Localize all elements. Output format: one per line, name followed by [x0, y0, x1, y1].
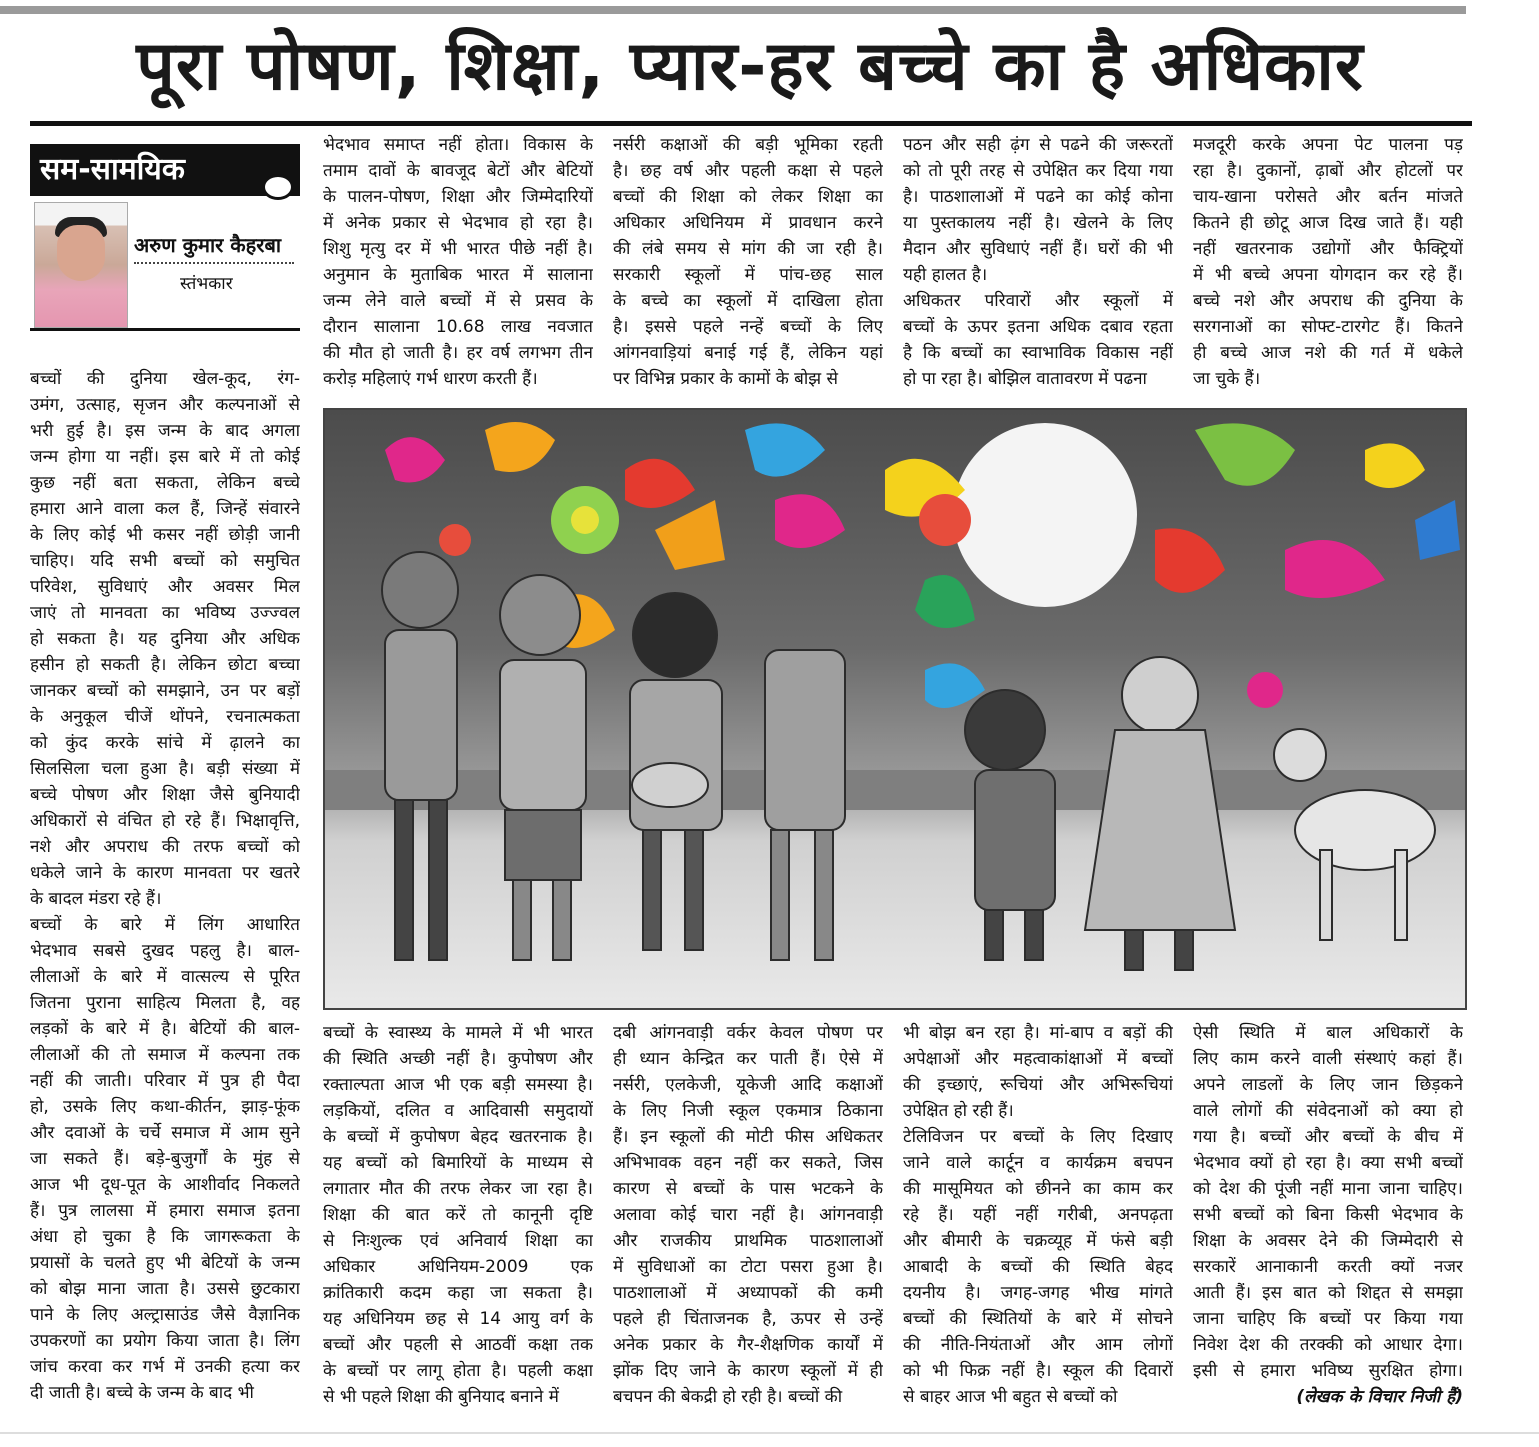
article-line: की मौत हो जाती है। हर वर्ष लगभग तीन: [323, 343, 593, 363]
article-line: की लंबे समय से मांग की जा रही है।: [613, 239, 883, 259]
article-line: बच्चों के ऊपर इतना अधिक दबाव रहता: [903, 317, 1173, 337]
article-line: सभी बच्चों को बिना किसी भेदभाव के: [1193, 1205, 1463, 1225]
article-line: भेदभाव समाप्त नहीं होता। विकास के: [323, 135, 593, 155]
article-line: के पालन-पोषण, शिक्षा और जिम्मेदारियों: [323, 187, 593, 207]
article-line: नर्सरी कक्षाओं की बड़ी भूमिका रहती: [613, 135, 883, 155]
article-line: प्रयासों के चलते हुए भी बेटियों के जन्म: [30, 1253, 300, 1273]
article-line: अधिकार अधिनियम में प्रावधान करने: [613, 213, 883, 233]
article-line: (लेखक के विचार निजी हैं): [1296, 1387, 1463, 1407]
article-line: में सुविधाओं का टोटा पसरा हुआ है।: [613, 1257, 883, 1277]
article-line: ऐसी स्थिति में बाल अधिकारों के: [1193, 1023, 1463, 1043]
article-line: जानकर बच्चों को समझाने, उन पर बड़ों: [30, 681, 300, 701]
article-line: नशे और अपराध की तरफ बच्चों को: [30, 837, 300, 857]
article-line: सिलसिला चला हुआ है। बड़ी संख्या में: [30, 759, 300, 779]
illustration-art: [325, 410, 1465, 1008]
article-line: ही ध्यान केन्द्रित कर पाती हैं। ऐसे में: [613, 1049, 883, 1069]
author-photo-face: [57, 225, 105, 281]
article-line: है। पाठशालाओं में पढने का कोई कोना: [903, 187, 1173, 207]
article-line: हैं। इन स्कूलों की मोटी फीस अधिकतर: [613, 1127, 883, 1147]
article-line: में भी बच्चे अपना योगदान कर रहे हैं।: [1193, 265, 1463, 285]
article-line: जा सकते हैं। बड़े-बुजुर्गों के मुंह से: [30, 1149, 300, 1169]
article-line: लीलाओं की तो समाज में कल्पना तक: [30, 1045, 300, 1065]
article-line: के बादल मंडरा रहे हैं।: [30, 889, 162, 909]
article-line: उमंग, उत्साह, सृजन और कल्पनाओं से: [30, 395, 300, 415]
article-line: और बीमारी के चक्रव्यूह में फंसे बड़ी: [903, 1231, 1173, 1251]
article-line: बच्चों की दुनिया खेल-कूद, रंग-: [30, 369, 300, 389]
column-label: सम-सामयिक: [40, 152, 185, 187]
speech-bubble-icon: [262, 174, 294, 200]
article-line: भेदभाव सबसे दुखद पहलु है। बाल-: [30, 941, 300, 961]
article-line: मजदूरी करके अपना पेट पालना पड़: [1193, 135, 1463, 155]
article-line: बच्चों की शिक्षा को लेकर शिक्षा का: [613, 187, 883, 207]
article-line: के बच्चों में कुपोषण बेहद खतरनाक है।: [323, 1127, 593, 1147]
author-photo: [34, 202, 128, 328]
article-line: अधिकतर परिवारों और स्कूलों में: [903, 291, 1173, 311]
article-line: जा चुके हैं।: [1193, 369, 1261, 389]
article-line: रक्ताल्पता आज भी एक बड़ी समस्या है।: [323, 1075, 593, 1095]
article-line: यह अधिनियम छह से 14 आयु वर्ग के: [323, 1309, 593, 1329]
article-line: टेलिविजन पर बच्चों के लिए दिखाए: [903, 1127, 1173, 1147]
article-column-1: [30, 366, 300, 1432]
article-line: परिवेश, सुविधाएं और अवसर मिल: [30, 577, 300, 597]
article-line: हो पा रहा है। बोझिल वातावरण में पढना: [903, 369, 1147, 389]
article-line: की मासूमियत को छीनने का काम कर: [903, 1179, 1173, 1199]
article-line: जाना चाहिए कि बच्चों पर किया गया: [1193, 1309, 1463, 1329]
article-line: रहे हैं। यहीं नहीं गरीबी, अनपढ़ता: [903, 1205, 1173, 1225]
children-music-illustration: [323, 408, 1467, 1010]
article-line: या पुस्तकालय नहीं है। खेलने के लिए: [903, 213, 1173, 233]
article-line: की इच्छाएं, रूचियां और अभिरूचियां: [903, 1075, 1173, 1095]
article-line: जितना पुराना साहित्य मिलता है, वह: [30, 993, 300, 1013]
article-line: नहीं की जाती। परिवार में पुत्र ही पैदा: [30, 1071, 300, 1091]
article-line: इसी से हमारा भविष्य सुरक्षित होगा।: [1193, 1361, 1463, 1381]
article-line: अपने लाडलों के लिए जान छिड़कने: [1193, 1075, 1463, 1095]
article-line: कितने ही छोटू आज दिख जाते हैं। यही: [1193, 213, 1463, 233]
article-line: सरकारी स्कूलों में पांच-छह साल: [613, 265, 883, 285]
article-line: यही हालत है।: [903, 265, 988, 285]
article-line: निवेश देश की तरक्की को आधार देगा।: [1193, 1335, 1463, 1355]
article-column-6: [323, 1020, 593, 1420]
article-line: चाय-खाना परोसते और बर्तन मांजते: [1193, 187, 1463, 207]
article-line: और राजकीय प्राथमिक पाठशालाओं: [613, 1231, 883, 1251]
article-line: हो सकता है। यह दुनिया और अधिक: [30, 629, 300, 649]
article-line: की नीति-नियंताओं और आम लोगों: [903, 1335, 1173, 1355]
article-line: क्रांतिकारी कदम कहा जा सकता है।: [323, 1283, 593, 1303]
article-line: यह बच्चों को बिमारियों के माध्यम से: [323, 1153, 593, 1173]
article-line: से भी पहले शिक्षा की बुनियाद बनाने में: [323, 1387, 559, 1407]
article-line: पाने के लिए अल्ट्रासाउंड जैसे वैज्ञानिक: [30, 1305, 300, 1325]
article-line: को देश की पूंजी नहीं माना जाना चाहिए।: [1193, 1179, 1463, 1199]
article-line: शिशु मृत्यु दर में भी भारत पीछे नहीं है।: [323, 239, 593, 259]
article-column-8: [903, 1020, 1173, 1420]
article-line: अलावा कोई चारा नहीं है। आंगनवाड़ी: [613, 1205, 883, 1225]
article-line: रहा है। दुकानों, ढ़ाबों और होटलों पर: [1193, 161, 1463, 181]
article-line: ही बच्चे आज नशे की गर्त में धकेले: [1193, 343, 1463, 363]
article-line: पर विभिन्न प्रकार के कामों के बोझ से: [613, 369, 839, 389]
article-line: दौरान सालाना 10.68 लाख नवजात: [323, 317, 593, 337]
article-line: दबी आंगनवाड़ी वर्कर केवल पोषण पर: [613, 1023, 883, 1043]
article-line: गया है। बच्चों और बच्चों के बीच में: [1193, 1127, 1463, 1147]
top-bar: [0, 6, 1466, 14]
article-line: बच्चों के स्वास्थ्य के मामले में भी भारत: [323, 1023, 593, 1043]
article-line: बच्चों के बारे में लिंग आधारित: [30, 915, 300, 935]
article-line: कुछ नहीं बता सकता, लेकिन बच्चे: [30, 473, 300, 493]
article-line: को कुंद करके सांचे में ढ़ालने का: [30, 733, 300, 753]
article-line: दयनीय है। जगह-जगह भीख मांगते: [903, 1283, 1173, 1303]
article-line: लड़कियों, दलित व आदिवासी समुदायों: [323, 1101, 593, 1121]
article-line: हमारा आने वाला कल हैं, जिन्हें संवारने: [30, 499, 300, 519]
article-line: करोड़ महिलाएं गर्भ धारण करती हैं।: [323, 369, 538, 389]
article-line: अधिकार अधिनियम-2009 एक: [323, 1257, 593, 1277]
article-line: बच्चे पोषण और शिक्षा जैसे बुनियादी: [30, 785, 300, 805]
article-line: नर्सरी, एलकेजी, यूकेजी आदि कक्षाओं: [613, 1075, 883, 1095]
article-line: के अनुकूल चीजें थोंपने, रचनात्मकता: [30, 707, 300, 727]
bottom-rule: [0, 1432, 1539, 1434]
article-line: अपेक्षाओं और महत्वाकांक्षाओं में बच्चों: [903, 1049, 1173, 1069]
article-line: लीलाओं के बारे में वात्सल्य से पूरित: [30, 967, 300, 987]
article-line: भेदभाव क्यों हो रहा है। क्या सभी बच्चों: [1193, 1153, 1463, 1173]
article-line: हसीन हो सकती है। लेकिन छोटा बच्चा: [30, 655, 300, 675]
article-line: उपेक्षित हो रही हैं।: [903, 1101, 1014, 1121]
article-line: पाठशालाओं में अध्यापकों की कमी: [613, 1283, 883, 1303]
article-line: लड़कों के बारे में है। बेटियों की बाल-: [30, 1019, 300, 1039]
article-line: बच्चे नशे और अपराध की दुनिया के: [1193, 291, 1463, 311]
article-column-7: [613, 1020, 883, 1420]
article-line: हो, उसके लिए कथा-कीर्तन, झाड़-फूंक: [30, 1097, 300, 1117]
article-line: में अनेक प्रकार से भेदभाव हो रहा है।: [323, 213, 593, 233]
children-figures: [382, 552, 1435, 970]
author-name: अरुण कुमार कैहरबा: [134, 233, 282, 257]
article-line: धकेले जाने के कारण मानवता पर खतरे: [30, 863, 300, 883]
article-line: हैं। पुत्र लालसा में हमारा समाज इतना: [30, 1201, 300, 1221]
article-line: के लिए कोई भी कसर नहीं छोड़ी जानी: [30, 525, 300, 545]
article-column-3: [613, 132, 883, 402]
article-line: की स्थिति अच्छी नहीं है। कुपोषण और: [323, 1049, 593, 1069]
article-column-4: [903, 132, 1173, 402]
article-line: आबादी के बच्चों की स्थिति बेहद: [903, 1257, 1173, 1277]
article-line: शिक्षा के अवसर देने की जिम्मेदारी से: [1193, 1231, 1463, 1251]
article-line: बच्चों और पहली से आठवीं कक्षा तक: [323, 1335, 593, 1355]
author-role: स्तंभकार: [180, 274, 233, 294]
article-line: जन्म लेने वाले बच्चों में से प्रसव के: [323, 291, 593, 311]
article-line: चाहिए। यदि सभी बच्चों को समुचित: [30, 551, 300, 571]
article-line: पहले ही चिंताजनक है, ऊपर से उन्हें: [613, 1309, 883, 1329]
article-line: भी बोझ बन रहा है। मां-बाप व बड़ों की: [903, 1023, 1173, 1043]
article-line: को तो पूरी तरह से उपेक्षित कर दिया गया: [903, 161, 1173, 181]
article-line: आज भी दूध-पूत के आशीर्वाद निकलते: [30, 1175, 300, 1195]
article-column-5: [1193, 132, 1463, 402]
article-line: आंगनवाड़ियां बनाई गई हैं, लेकिन यहां: [613, 343, 883, 363]
article-line: लिए काम करने वाली संस्थाएं कहां हैं।: [1193, 1049, 1463, 1069]
article-line: के लिए निजी स्कूल एकमात्र ठिकाना: [613, 1101, 883, 1121]
article-line: के बच्चे का स्कूलों में दाखिला होता: [613, 291, 883, 311]
article-line: सरकारें आनाकानी करती क्यों नजर: [1193, 1257, 1463, 1277]
article-line: अभिभावक वहन नहीं कर सकते, जिस: [613, 1153, 883, 1173]
article-line: जाने वाले कार्टून व कार्यक्रम बचपन: [903, 1153, 1173, 1173]
article-line: से बाहर आज भी बहुत से बच्चों को: [903, 1387, 1118, 1407]
article-line: है। इससे पहले नन्हें बच्चों के लिए: [613, 317, 883, 337]
headline-rule: [30, 121, 1472, 126]
article-line: बचपन की बेकद्री हो रही है। बच्चों की: [613, 1387, 843, 1407]
article-line: है कि बच्चों का स्वाभाविक विकास नहीं: [903, 343, 1173, 363]
article-line: झोंक दिए जाने के कारण स्कूलों में ही: [613, 1361, 883, 1381]
article-column-9: [1193, 1020, 1463, 1420]
headline: पूरा पोषण, शिक्षा, प्यार-हर बच्चे का है अधिकार: [136, 27, 1364, 106]
article-line: अंधा हो चुका है कि जागरूकता के: [30, 1227, 300, 1247]
moon: [953, 423, 1137, 607]
article-line: है। छह वर्ष और पहली कक्षा से पहले: [613, 161, 883, 181]
article-line: अनुमान के मुताबिक भारत में सालाना: [323, 265, 593, 285]
article-line: तमाम दावों के बावजूद बेटों और बेटियों: [323, 161, 593, 181]
article-line: दी जाती है। बच्चे के जन्म के बाद भी: [30, 1383, 254, 1403]
article-line: कारण से बच्चों के पास भटकने के: [613, 1179, 883, 1199]
article-line: लगातार मौत की तरफ लेकर जा रहा है।: [323, 1179, 593, 1199]
article-line: बच्चों की स्थितियों के बारे में सोचने: [903, 1309, 1173, 1329]
article-line: से निःशुल्क एवं अनिवार्य शिक्षा का: [323, 1231, 593, 1251]
article-line: सरगनाओं का सोफ्ट-टारगेट हैं। कितने: [1193, 317, 1463, 337]
article-line: को भी फिक्र नहीं है। स्कूल की दिवारों: [903, 1361, 1173, 1381]
column-label-box: [30, 144, 300, 196]
article-line: अधिकारों से वंचित हो रहे हैं। भिक्षावृत्ति,: [30, 811, 300, 831]
article-column-2: [323, 132, 593, 402]
article-line: अनेक प्रकार के गैर-शैक्षणिक कार्यों में: [613, 1335, 883, 1355]
article-line: उपकरणों का प्रयोग किया जाता है। लिंग: [30, 1331, 300, 1351]
article-line: के बच्चों पर लागू होता है। पहली कक्षा: [323, 1361, 593, 1381]
article-line: आती हैं। इस बात को शिद्दत से समझा: [1193, 1283, 1463, 1303]
article-line: जाएं तो मानवता का भविष्य उज्ज्वल: [30, 603, 300, 623]
author-divider: [134, 262, 294, 264]
article-line: नहीं खतरनाक उद्योगों और फैक्ट्रियों: [1193, 239, 1463, 259]
author-box: [30, 198, 300, 331]
article-line: जांच करवा कर गर्भ में उनकी हत्या कर: [30, 1357, 300, 1377]
article-line: पठन और सही ढ़ंग से पढने की जरूरतों: [903, 135, 1173, 155]
article-line: भरी हुई है। इस जन्म के बाद अगला: [30, 421, 300, 441]
article-line: को बोझ माना जाता है। उससे छुटकारा: [30, 1279, 300, 1299]
article-line: और दवाओं के चर्चे समाज में आम सुने: [30, 1123, 300, 1143]
article-line: वाले लोगों की संवेदनाओं को क्या हो: [1193, 1101, 1463, 1121]
article-line: शिक्षा की बात करें तो कानूनी दृष्टि: [323, 1205, 593, 1225]
article-line: मैदान और सुविधाएं नहीं हैं। घरों की भी: [903, 239, 1173, 259]
article-line: जन्म होगा या नहीं। इस बारे में तो कोई: [30, 447, 300, 467]
